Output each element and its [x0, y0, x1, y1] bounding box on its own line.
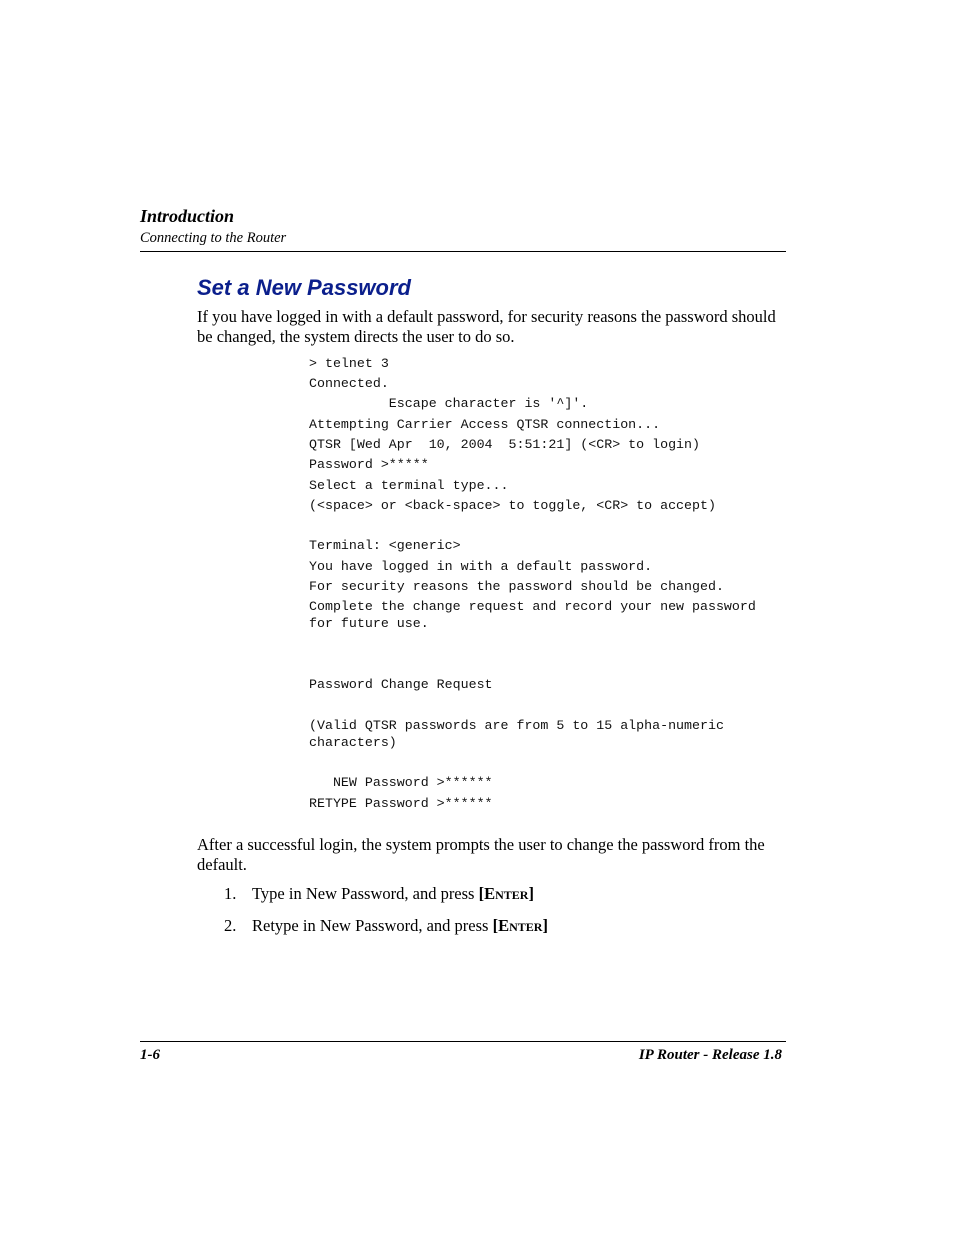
key-rest: nter: [495, 884, 529, 903]
key-close: ]: [542, 916, 548, 935]
after-paragraph: After a successful login, the system prompts the user to change the password from the default.: [197, 835, 765, 874]
intro-paragraph: If you have logged in with a default password, for security reasons the password should be changed, the system directs the user to do so.: [197, 307, 776, 346]
step-number: 2.: [224, 916, 237, 935]
step-item: [224, 884, 534, 904]
document-title: IP Router - Release 1.8: [638, 1047, 782, 1063]
terminal-line: Password >*****: [309, 457, 429, 472]
page-number: 1-6: [140, 1047, 160, 1063]
footer-divider: [140, 1041, 786, 1042]
enter-key-label: [479, 884, 534, 903]
section-heading: Set a New Password: [197, 275, 411, 300]
terminal-line: for future use.: [309, 616, 429, 631]
key-close: ]: [528, 884, 534, 903]
key-open: [E: [492, 916, 510, 935]
terminal-line: characters): [309, 735, 397, 750]
terminal-line: Attempting Carrier Access QTSR connection...: [309, 417, 661, 432]
section-subtitle: Connecting to the Router: [140, 230, 287, 246]
step-text: Retype in New Password, and press: [252, 916, 493, 935]
terminal-line: For security reasons the password should be changed.: [309, 579, 724, 594]
terminal-line: Terminal: <generic>: [309, 538, 461, 553]
terminal-line: (Valid QTSR passwords are from 5 to 15 alpha-numeric: [309, 718, 724, 733]
chapter-title: Introduction: [140, 206, 235, 226]
enter-key-label: [493, 916, 548, 935]
step-item: [224, 916, 548, 936]
key-rest: nter: [509, 916, 543, 935]
terminal-line: (<space> or <back-space> to toggle, <CR> to accept): [309, 498, 716, 513]
terminal-line: Select a terminal type...: [309, 478, 509, 493]
terminal-line: You have logged in with a default password.: [309, 559, 653, 574]
terminal-line: Complete the change request and record your new password: [309, 599, 756, 614]
header-divider: [140, 251, 786, 252]
terminal-line: NEW Password >******: [309, 775, 493, 790]
step-text: Type in New Password, and press: [252, 884, 479, 903]
page-header: [140, 205, 786, 248]
step-number: 1.: [224, 884, 237, 903]
terminal-line: > telnet 3: [309, 356, 389, 371]
terminal-line: Escape character is '^]'.: [309, 396, 589, 411]
terminal-line: Password Change Request: [309, 677, 493, 692]
terminal-line: Connected.: [309, 376, 389, 391]
terminal-line: QTSR [Wed Apr 10, 2004 5:51:21] (<CR> to login): [309, 437, 700, 452]
terminal-line: RETYPE Password >******: [309, 796, 493, 811]
key-open: [E: [478, 884, 496, 903]
